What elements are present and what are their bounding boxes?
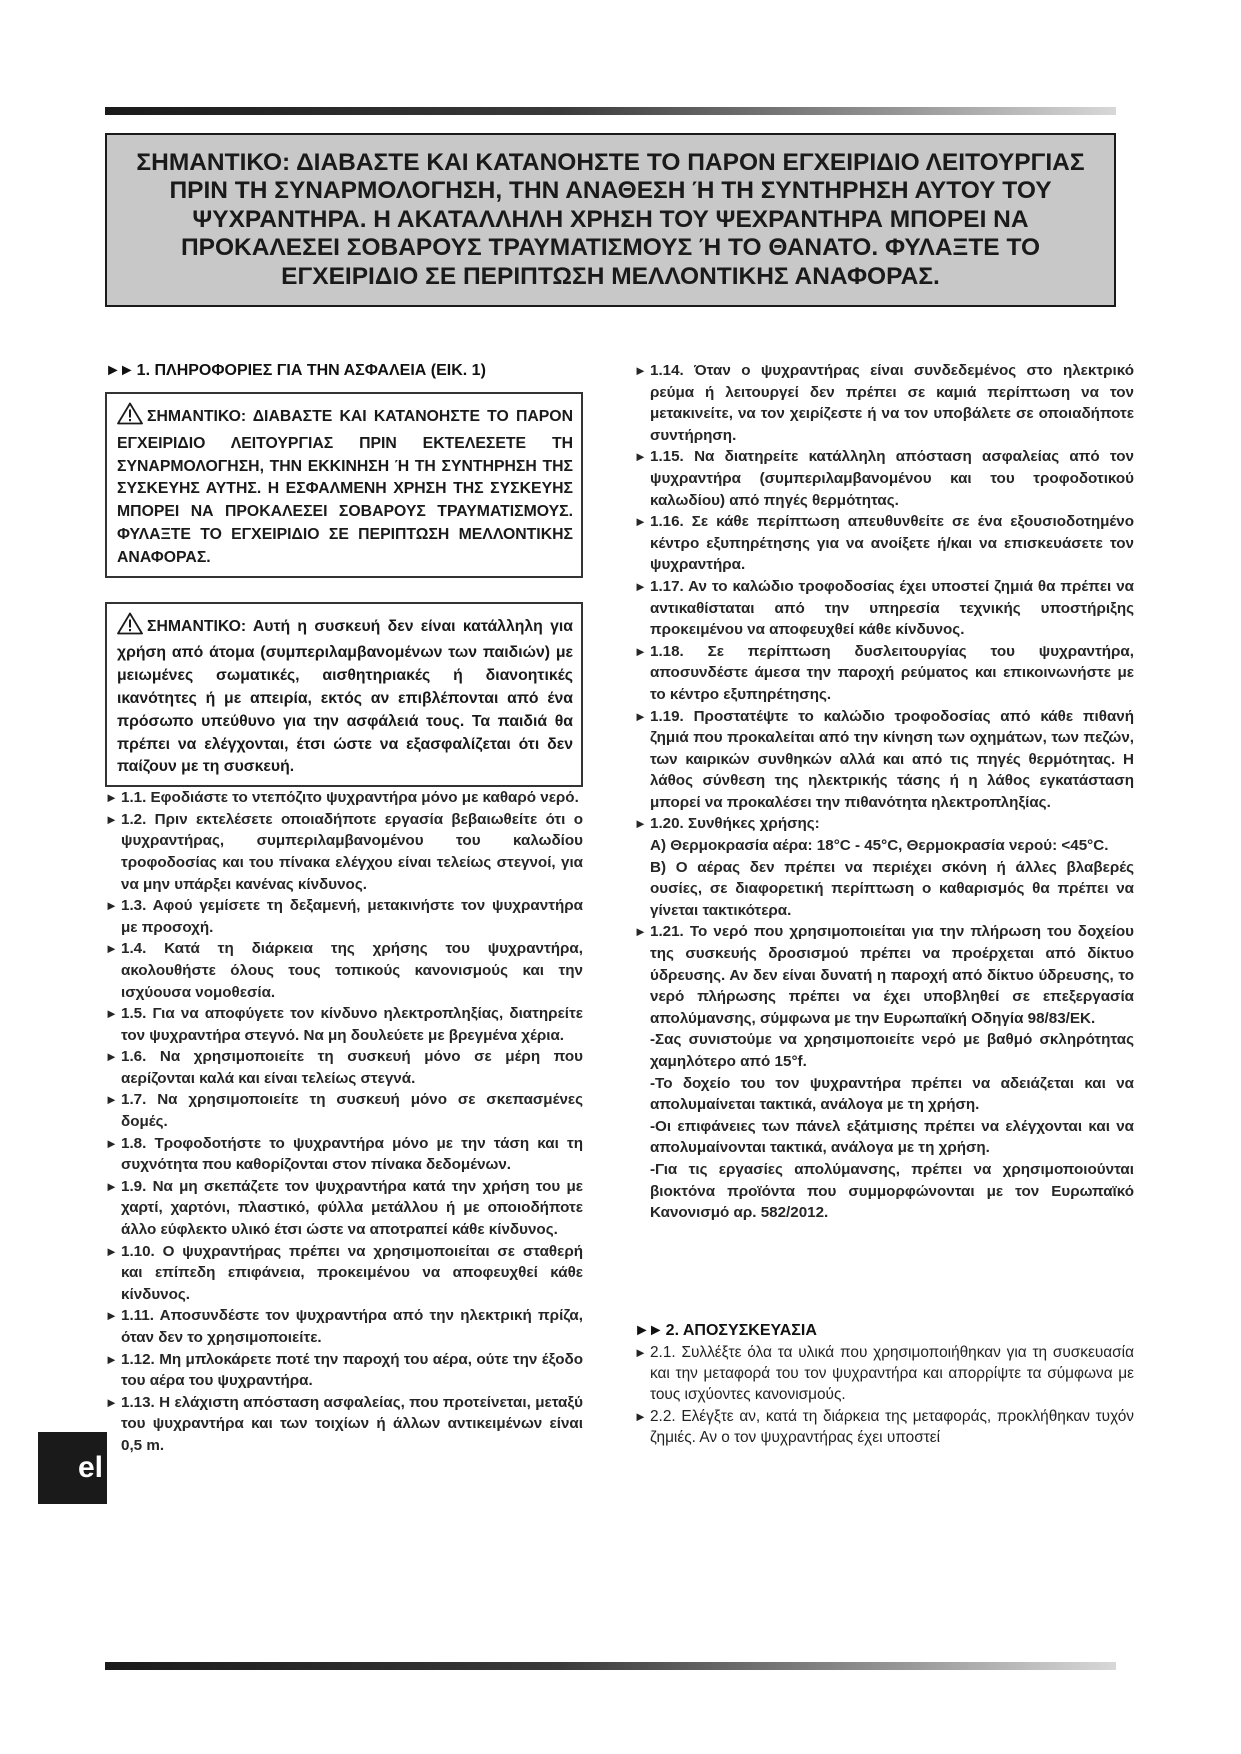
list-item: ► 2.1. Συλλέξτε όλα τα υλικά που χρησιμοποιήθηκαν για τη συσκευασία και την μεταφορά του τον ψυχραντήρα και απορρίψτε τα σύμφωνα με τους ισχύοντες κανονισμούς. [634, 1343, 1134, 1404]
warning-banner-text: ΣΗΜΑΝΤΙΚΟ: ΔΙΑΒΑΣΤΕ ΚΑΙ ΚΑΤΑΝΟΗΣΤΕ ΤΟ ΠΑΡΟΝ ΕΓΧΕΙΡΙΔΙΟ ΛΕΙΤΟΥΡΓΙΑΣ ΠΡΙΝ ΤΗ ΣΥΝΑΡΜΟΛΟΓΗΣΗ, ΤΗΝ ΑΝΑΘΕΣΗ Ή ΤΗ ΣΥΝΤΗΡΗΣΗ ΑΥΤΟΥ ΤΟΥ ΨΥΧΡΑΝΤΗΡΑ. Η ΑΚΑΤΑΛΛΗΛΗ ΧΡΗΣΗ ΤΟΥ ΨΕΧΡΑΝΤΗΡΑ ΜΠΟΡΕΙ ΝΑ ΠΡΟΚΑΛΕΣΕΙ ΣΟΒΑΡΟΥΣ ΤΡΑΥΜΑΤΙΣΜΟΥΣ Ή ΤΟ ΘΑΝΑΤΟ. ΦΥΛΑΞΤΕ ΤΟ ΕΓΧΕΙΡΙΔΙΟ ΣΕ ΠΕΡΙΠΤΩΣΗ ΜΕΛΛΟΝΤΙΚΗΣ ΑΝΑΦΟΡΑΣ. [136, 148, 1085, 290]
important-box-uppercase [105, 392, 583, 578]
list-item: ► 1.2. Πριν εκτελέσετε οποιαδήποτε εργασία βεβαιωθείτε ότι ο ψυχραντήρας, συμπεριλαμβανομένου του καλωδίου τροφοδοσίας και του πίνακα ελέγχου είναι τελείως στεγνοί, για να μην υπάρξει κανένας κίνδυνος. [105, 810, 583, 893]
important-box-uppercase-text: ΣΗΜΑΝΤΙΚΟ: ΔΙΑΒΑΣΤΕ ΚΑΙ ΚΑΤΑΝΟΗΣΤΕ ΤΟ ΠΑΡΟΝ ΕΓΧΕΙΡΙΔΙΟ ΛΕΙΤΟΥΡΓΙΑΣ ΠΡΙΝ ΕΚΤΕΛΕΣΕΤΕ ΤΗ ΣΥΝΑΡΜΟΛΟΓΗΣΗ, ΤΗΝ ΕΚΚΙΝΗΣΗ Ή ΤΗ ΣΥΝΤΗΡΗΣΗ ΤΗΣ ΣΥΣΚΕΥΗΣ ΑΥΤΗΣ. Η ΕΣΦΑΛΜΕΝΗ ΧΡΗΣΗ ΤΗΣ ΣΥΣΚΕΥΗΣ ΜΠΟΡΕΙ ΝΑ ΠΡΟΚΑΛΕΣΕΙ ΣΟΒΑΡΟΥΣ ΤΡΑΥΜΑΤΙΣΜΟΥΣ. ΦΥΛΑΞΤΕ ΤΟ ΕΓΧΕΙΡΙΔΙΟ ΣΕ ΠΕΡΙΠΤΩΣΗ ΜΕΛΛΟΝΤΙΚΗΣ ΑΝΑΦΟΡΑΣ. [117, 408, 573, 566]
usage-conditions-air: Α) Θερμοκρασία αέρα: 18°C - 45°C, Θερμοκρασία νερού: <45°C. [650, 837, 1109, 855]
list-item: ► 1.10. Ο ψυχραντήρας πρέπει να χρησιμοποιείται σε σταθερή και επίπεδη επιφάνεια, προκειμένου να αποφευχθεί κάθε κίνδυνος. [105, 1242, 583, 1303]
water-note: -Οι επιφάνειες των πάνελ εξάτμισης πρέπει να ελέγχονται και να απολυμαίνονται τακτικά, ανάλογα με τη χρήση. [650, 1117, 1134, 1157]
water-supply-item: ► 1.21. Το νερό που χρησιμοποιείται για την πλήρωση του δοχείου της συσκευής δροσισμού πρέπει να προέρχεται από δίκτυο ύδρευσης. Αν δεν είναι δυνατή η παροχή από δίκτυο ύδρευσης, το νερό πλήρωσης πρέπει να έχει υποβληθεί σε επεξεργασία απολύμανσης, σύμφωνα με την Ευρωπαϊκή Οδηγία 98/83/ΕΚ. [634, 923, 1134, 1027]
left-safety-list [105, 787, 583, 1456]
usage-conditions-title: ► 1.20. Συνθήκες χρήσης: [634, 815, 820, 833]
list-item: ► 1.7. Να χρησιμοποιείτε τη συσκευή μόνο σε σκεπασμένες δομές. [105, 1091, 583, 1131]
bottom-rule [105, 1662, 1116, 1670]
language-tab-label: el [77, 1451, 103, 1484]
list-item: ► 1.14. Όταν ο ψυχραντήρας είναι συνδεδεμένος στο ηλεκτρικό ρεύμα ή λειτουργεί δεν πρέπει σε καμιά περίπτωση να τον μετακινείτε, να τον χειρίζεστε ή να τον υποβάλετε σε οποιαδήποτε συντήρηση. [634, 362, 1134, 444]
warning-banner [105, 133, 1116, 307]
list-item: ► 1.5. Για να αποφύγετε τον κίνδυνο ηλεκτροπληξίας, διατηρείτε τον ψυχραντήρα στεγνό. Να μη δουλεύετε με βρεγμένα χέρια. [105, 1005, 583, 1044]
water-note: -Σας συνιστούμε να χρησιμοποιείτε νερό με βαθμό σκληρότητας χαμηλότερο από 15°f. [650, 1031, 1134, 1070]
list-item: ► 1.8. Τροφοδοτήστε το ψυχραντήρα μόνο με την τάση και τη συχνότητα που καθορίζονται στον πίνακα δεδομένων. [105, 1134, 583, 1174]
list-item: ► 1.19. Προστατέψτε το καλώδιο τροφοδοσίας από κάθε πιθανή ζημιά που προκαλείται από την κίνηση των οχημάτων, των πεζών, των καιρικών συνθηκών αλλά και από τις πηγές θερμότητας. Η λάθος σύνθεση της ηλεκτρικής τάσης ή η λάθος εγκατάσταση μπορεί να προκαλέσει την πιθανότητα ηλεκτροπληξίας. [634, 707, 1134, 811]
section-2-arrows: ►► [634, 1321, 662, 1339]
left-column [105, 360, 583, 1457]
list-item: ► 1.13. Η ελάχιστη απόσταση ασφαλείας, που προτείνεται, μεταξύ του ψυχραντήρα και των τοιχίων ή άλλων αντικειμένων είναι 0,5 m. [105, 1393, 583, 1454]
list-item: ► 1.9. Να μη σκεπάζετε τον ψυχραντήρα κατά την χρήση του με χαρτί, χαρτόνι, πλαστικό, φύλλα μετάλλου ή με οποιοδήποτε άλλο εύφλεκτο υλικό έτσι ώστε να αποτραπεί κάθε κίνδυνος. [105, 1177, 583, 1239]
right-column [634, 360, 1134, 1448]
list-item: ► 1.4. Κατά τη διάρκεια της χρήσης του ψυχραντήρα, ακολουθήστε όλους τους τοπικούς κανονισμούς και την ισχύουσα νομοθεσία. [105, 940, 583, 1001]
usage-conditions-dust: Β) Ο αέρας δεν πρέπει να περιέχει σκόνη ή άλλες βλαβερές ουσίες, σε διαφορετική περίπτωση ο καθαρισμός θα πρέπει να γίνεται τακτικότερα. [650, 858, 1134, 919]
list-item: ► 1.12. Μη μπλοκάρετε ποτέ την παροχή του αέρα, ούτε την έξοδο του αέρα του ψυχραντήρα. [105, 1350, 583, 1390]
section-1-arrows: ►► [105, 362, 133, 379]
section-1-heading [105, 360, 583, 382]
important-box-children-text: ΣΗΜΑΝΤΙΚΟ: Αυτή η συσκευή δεν είναι κατάλληλη για χρήση από άτομα (συμπεριλαμβανομένων των παιδιών) με μειωμένες σωματικές, αισθητηριακές ή διανοητικές ικανότητες ή με απειρία, εκτός αν επιβλέπονται από ένα πρόσωπο υπεύθυνο για την ασφάλειά τους. Τα παιδιά θα πρέπει να ελέγχονται, έτσι ώστε να εξασφαλίζεται ότι δεν παίζουν με τη συσκευή. [117, 617, 573, 776]
list-item: ► 1.6. Να χρησιμοποιείτε τη συσκευή μόνο σε μέρη που αερίζονται καλά και είναι τελείως στεγνά. [105, 1048, 583, 1087]
important-box-children [105, 602, 583, 788]
top-rule [105, 107, 1116, 115]
section-2-heading [634, 1320, 1134, 1342]
list-item: ► 1.16. Σε κάθε περίπτωση απευθυνθείτε σε ένα εξουσιοδοτημένο κέντρο εξυπηρέτησης για να ανοίξετε ή/και να επισκευάσετε τον ψυχραντήρα. [634, 513, 1134, 574]
warning-triangle-icon [117, 612, 143, 643]
list-item: ► 1.17. Αν το καλώδιο τροφοδοσίας έχει υποστεί ζημιά θα πρέπει να αντικαθίσταται από την υπηρεσία τεχνικής υποστήριξης προκειμένου να αποφευχθεί κάθε κίνδυνος. [634, 577, 1134, 639]
right-safety-list [634, 360, 1134, 1224]
warning-triangle-icon [117, 402, 143, 433]
list-item: ► 1.1. Εφοδιάστε το ντεπόζιτο ψυχραντήρα μόνο με καθαρό νερό. [105, 789, 579, 807]
water-note: -Το δοχείο του τον ψυχραντήρα πρέπει να αδειάζεται και να απολυμαίνεται τακτικά, ανάλογα με τη χρήση. [650, 1074, 1134, 1114]
list-item: ► 1.18. Σε περίπτωση δυσλειτουργίας του ψυχραντήρα, αποσυνδέστε άμεσα την παροχή ρεύματος και επικοινωνήστε με το κέντρο εξυπηρέτησης. [634, 642, 1134, 703]
section-1-title: 1. ΠΛΗΡΟΦΟΡΙΕΣ ΓΙΑ ΤΗΝ ΑΣΦΑΛΕΙΑ (ΕΙΚ. 1) [136, 362, 486, 379]
list-item: ► 2.2. Ελέγξτε αν, κατά τη διάρκεια της μεταφοράς, προκλήθηκαν τυχόν ζημιές. Αν ο τον ψυχραντήρας έχει υποστεί [634, 1407, 1134, 1446]
list-item: ► 1.11. Αποσυνδέστε τον ψυχραντήρα από την ηλεκτρική πρίζα, όταν δεν το χρησιμοποιείτε. [105, 1307, 583, 1346]
language-tab [38, 1432, 107, 1504]
list-item: ► 1.15. Να διατηρείτε κατάλληλη απόσταση ασφαλείας από τον ψυχραντήρα (συμπεριλαμβανομένου και του τροφοδοτικού καλωδίου) από πηγές θερμότητας. [634, 448, 1134, 509]
water-note: -Για τις εργασίες απολύμανσης, πρέπει να χρησιμοποιούνται βιοκτόνα προϊόντα που συμμορφώνονται με τον Ευρωπαϊκό Κανονισμό αρ. 582/2012. [650, 1160, 1134, 1222]
list-item: ► 1.3. Αφού γεμίσετε τη δεξαμενή, μετακινήστε τον ψυχραντήρα με προσοχή. [105, 897, 583, 936]
section-2-title: 2. ΑΠΟΣΥΣΚΕΥΑΣΙΑ [665, 1321, 817, 1339]
